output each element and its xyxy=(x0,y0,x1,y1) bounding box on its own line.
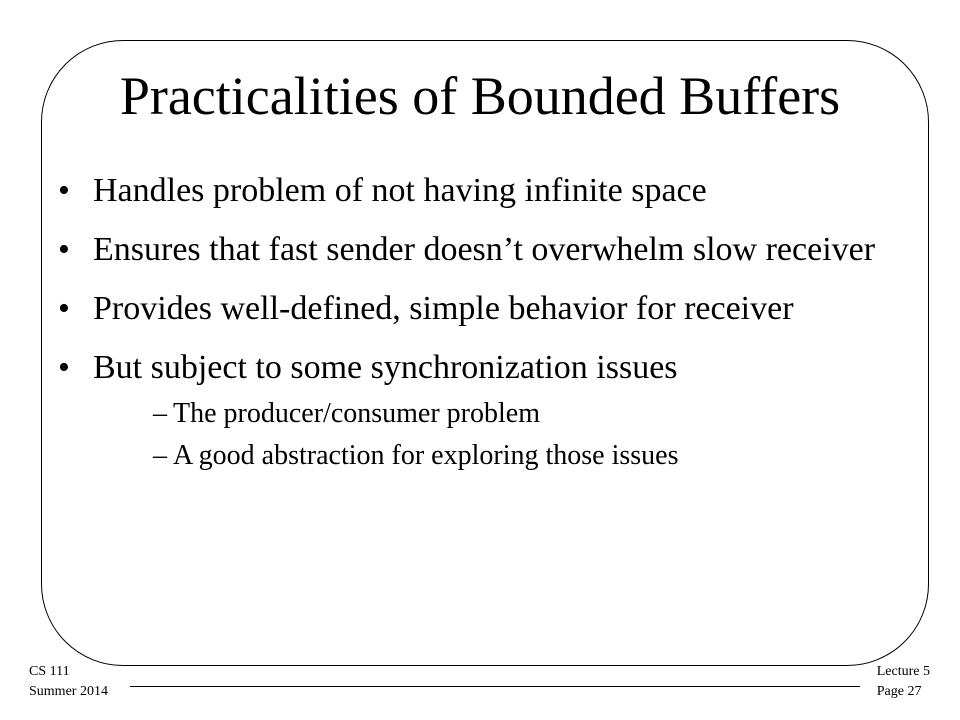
sub-bullet-item xyxy=(93,437,918,475)
sub-bullet-item xyxy=(93,395,918,433)
footer-course-info xyxy=(29,662,108,702)
slide-title: Practicalities of Bounded Buffers xyxy=(119,66,841,126)
dash-icon: – xyxy=(153,398,167,429)
bullet-icon: • xyxy=(58,231,70,268)
footer-lecture-info xyxy=(877,662,930,702)
sub-bullet-text: A good abstraction for exploring those issues xyxy=(173,440,679,471)
bullet-icon: • xyxy=(58,349,70,386)
bullet-item xyxy=(58,345,918,475)
dash-icon: – xyxy=(153,440,167,471)
bullet-text: Handles problem of not having infinite space xyxy=(93,172,707,209)
bullet-icon: • xyxy=(58,290,70,327)
bullet-text: But subject to some synchronization issues xyxy=(93,349,678,386)
footer-rule xyxy=(130,686,860,687)
footer-page: Page 27 xyxy=(876,684,922,699)
sub-bullet-text: The producer/consumer problem xyxy=(173,398,540,429)
bullet-item xyxy=(58,286,918,332)
footer-term: Summer 2014 xyxy=(29,684,108,699)
bullet-item xyxy=(58,227,918,273)
bullet-icon: • xyxy=(58,172,70,209)
bullet-text: Provides well-defined, simple behavior for receiver xyxy=(93,290,794,327)
footer-course: CS 111 xyxy=(29,664,70,679)
bullet-text: Ensures that fast sender doesn’t overwhelm slow receiver xyxy=(93,231,876,268)
bullet-item xyxy=(58,168,918,214)
footer-lecture: Lecture 5 xyxy=(876,664,930,679)
bullet-list xyxy=(58,168,918,488)
